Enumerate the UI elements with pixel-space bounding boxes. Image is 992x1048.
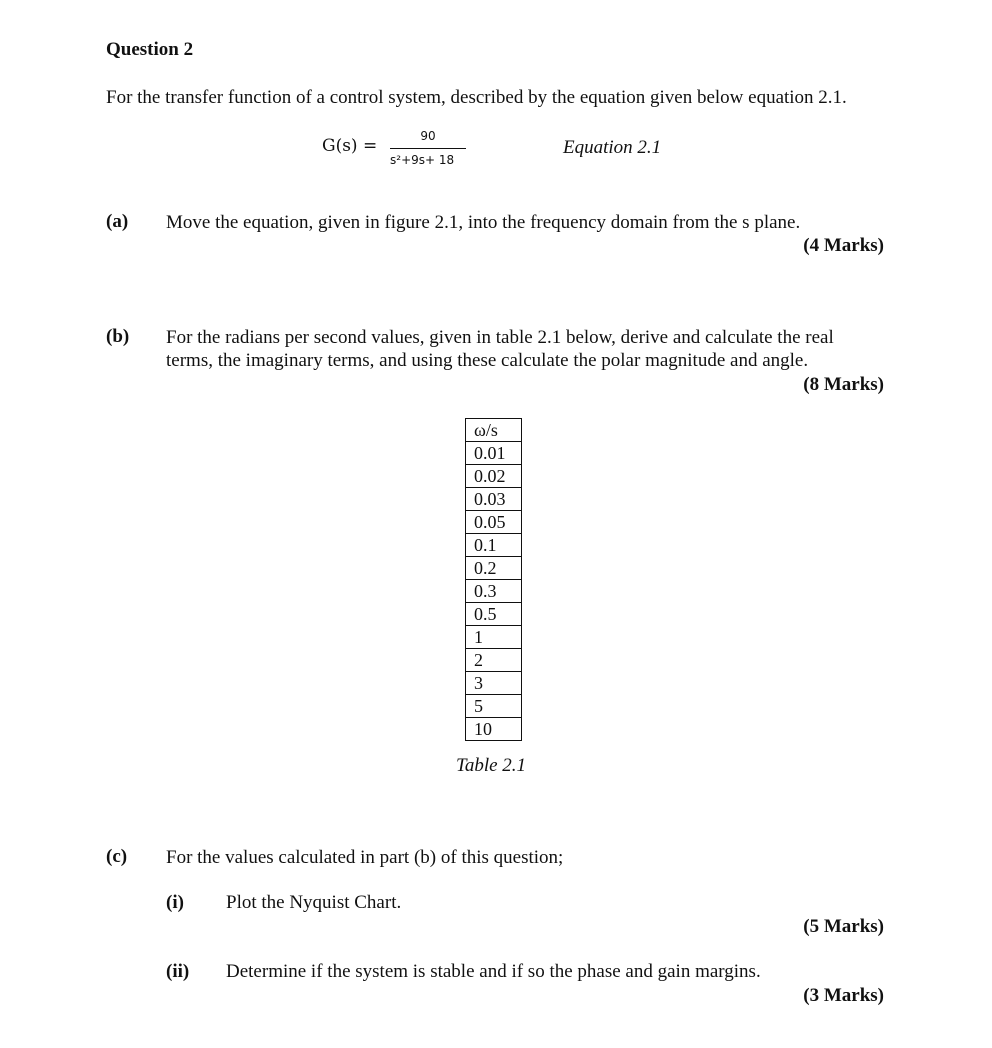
intro-text: For the transfer function of a control system, described by the equation given below equation 2.1. bbox=[106, 87, 847, 108]
question-heading: Question 2 bbox=[106, 39, 194, 60]
part-c-label: (c) bbox=[106, 846, 128, 867]
table-cell: 0.2 bbox=[466, 557, 522, 580]
part-c-ii-label: (ii) bbox=[166, 961, 190, 982]
part-b-marks: (8 Marks) bbox=[803, 374, 884, 395]
table-cell: 1 bbox=[466, 626, 522, 649]
table-cell: 10 bbox=[466, 718, 522, 741]
part-c-text: For the values calculated in part (b) of this question; bbox=[166, 847, 564, 868]
equation-lhs: G(s) = bbox=[322, 136, 378, 156]
part-a-label: (a) bbox=[106, 211, 129, 232]
table-cell: 0.05 bbox=[466, 511, 522, 534]
table-cell: 0.01 bbox=[466, 442, 522, 465]
fraction-bar bbox=[390, 148, 466, 149]
table-cell: 0.5 bbox=[466, 603, 522, 626]
table-header: ω/s bbox=[466, 419, 522, 442]
part-b-text: For the radians per second values, given in table 2.1 below, derive and calculate the real terms, the imaginary terms, and using these calculate the polar magnitude and angle. bbox=[166, 327, 834, 371]
part-c-ii-marks: (3 Marks) bbox=[803, 985, 884, 1006]
table-cell: 2 bbox=[466, 649, 522, 672]
part-a-marks: (4 Marks) bbox=[803, 235, 884, 256]
equation-label: Equation 2.1 bbox=[563, 137, 662, 158]
table-caption: Table 2.1 bbox=[456, 755, 527, 776]
frequency-table bbox=[465, 418, 522, 741]
equation-numerator: 90 bbox=[420, 129, 436, 143]
part-c-ii-text: Determine if the system is stable and if so the phase and gain margins. bbox=[226, 961, 761, 982]
table-cell: 3 bbox=[466, 672, 522, 695]
table-cell: 0.1 bbox=[466, 534, 522, 557]
part-c-i-marks: (5 Marks) bbox=[803, 916, 884, 937]
part-c-i-text: Plot the Nyquist Chart. bbox=[226, 892, 402, 913]
part-b-label: (b) bbox=[106, 326, 130, 347]
equation-denominator: s²+9s+ 18 bbox=[390, 153, 455, 167]
table-cell: 5 bbox=[466, 695, 522, 718]
part-a-text: Move the equation, given in figure 2.1, into the frequency domain from the s plane. bbox=[166, 212, 801, 233]
table-cell: 0.3 bbox=[466, 580, 522, 603]
table-cell: 0.03 bbox=[466, 488, 522, 511]
table-cell: 0.02 bbox=[466, 465, 522, 488]
part-c-i-label: (i) bbox=[166, 892, 184, 913]
